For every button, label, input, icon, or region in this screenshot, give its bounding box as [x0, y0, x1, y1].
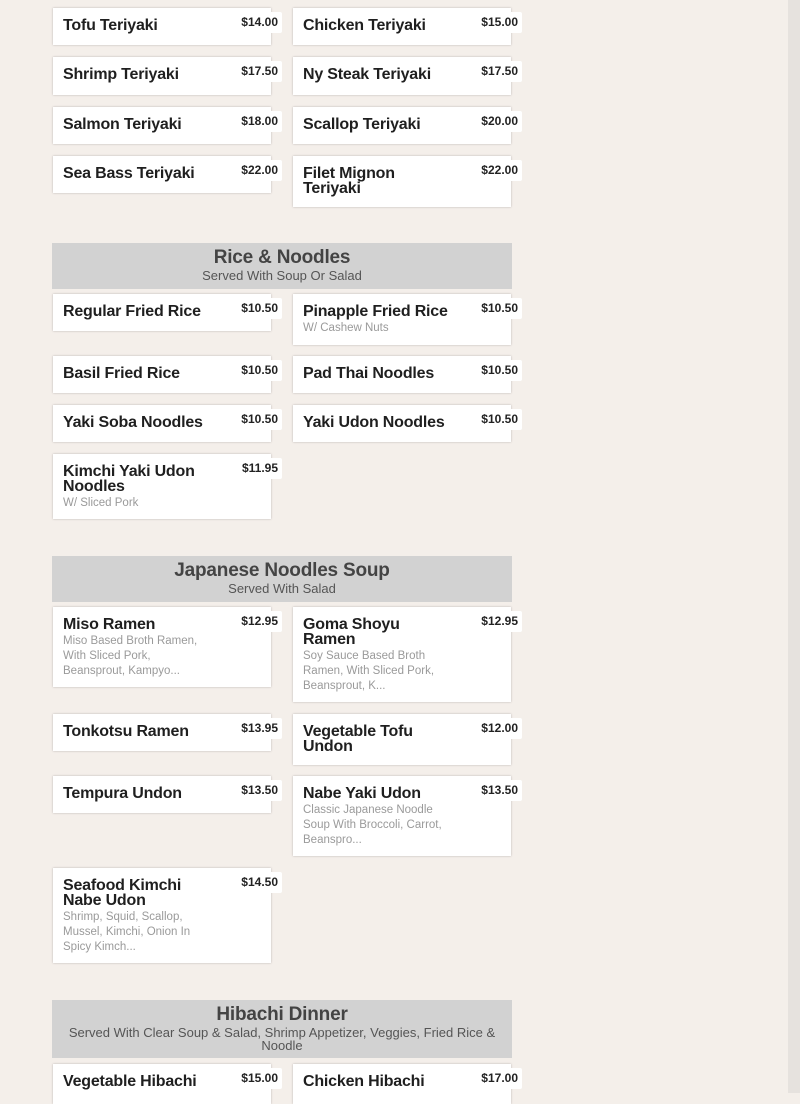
section-header-hibachi	[52, 1000, 512, 1058]
menu-item-name: Chicken Teriyaki	[303, 17, 426, 34]
menu-item-card[interactable]	[53, 8, 278, 45]
section-subtitle: Served With Salad	[228, 581, 336, 596]
menu-item-card[interactable]	[293, 607, 518, 702]
menu-item-card[interactable]	[293, 8, 518, 45]
menu-item-name: Ny Steak Teriyaki	[303, 66, 431, 83]
menu-item-price: $17.50	[237, 61, 282, 82]
menu-item-description: Soy Sauce Based Broth Ramen, With Sliced Pork, Beansprout, K...	[303, 650, 435, 692]
menu-item-name: Filet Mignon Teriyaki	[303, 165, 395, 197]
menu-item-price: $13.50	[477, 780, 522, 801]
menu-item-name: Seafood Kimchi Nabe Udon	[63, 877, 182, 909]
menu-item-name: Chicken Hibachi	[303, 1073, 425, 1090]
menu-item-price: $14.00	[237, 12, 282, 33]
menu-item-name: Basil Fried Rice	[63, 365, 180, 382]
section-title: Hibachi Dinner	[216, 1004, 348, 1025]
menu-item-card[interactable]	[53, 1064, 278, 1104]
menu-item-name: Regular Fried Rice	[63, 303, 201, 320]
menu-item-name: Pinapple Fried Rice	[303, 303, 448, 320]
menu-item-price: $20.00	[477, 111, 522, 132]
menu-item-description: W/ Sliced Pork	[63, 497, 139, 509]
menu-item-price: $17.50	[477, 61, 522, 82]
menu-item-name: Goma Shoyu Ramen	[303, 616, 400, 648]
menu-item-description: Miso Based Broth Ramen, With Sliced Pork, Beansprout, Kampyo...	[63, 635, 198, 677]
menu-item-price: $18.00	[237, 111, 282, 132]
menu-item-price: $15.00	[237, 1068, 282, 1089]
menu-item-price: $22.00	[237, 160, 282, 181]
menu-item-name: Pad Thai Noodles	[303, 365, 435, 382]
menu-item-card[interactable]	[293, 294, 518, 345]
menu-item-price: $10.50	[477, 360, 522, 381]
menu-item-name: Tonkotsu Ramen	[63, 723, 189, 740]
page-scroll-gutter	[788, 0, 800, 1093]
menu-item-price: $10.50	[237, 298, 282, 319]
section-header-noodle-soup	[52, 556, 512, 602]
menu-item-card[interactable]	[53, 868, 278, 963]
menu-item-price: $22.00	[477, 160, 522, 181]
menu-item-price: $15.00	[477, 12, 522, 33]
menu-item-price: $10.50	[237, 409, 282, 430]
menu-item-price: $11.95	[238, 458, 282, 479]
menu-item-card[interactable]	[53, 776, 278, 813]
menu-item-card[interactable]	[53, 156, 278, 193]
menu-item-price: $14.50	[237, 872, 282, 893]
menu-item-card[interactable]	[53, 294, 278, 331]
menu-item-card[interactable]	[53, 107, 278, 144]
menu-item-card[interactable]	[53, 607, 278, 687]
menu-item-name: Kimchi Yaki Udon Noodles	[63, 463, 195, 495]
menu-item-card[interactable]	[293, 156, 518, 207]
menu-item-card[interactable]	[293, 1064, 518, 1104]
menu-item-name: Vegetable Tofu Undon	[303, 723, 413, 755]
menu-item-name: Yaki Soba Noodles	[63, 414, 203, 431]
menu-item-card[interactable]	[53, 356, 278, 393]
menu-item-price: $17.00	[477, 1068, 522, 1089]
menu-item-price: $10.50	[477, 298, 522, 319]
menu-item-price: $12.00	[477, 718, 522, 739]
menu-item-card[interactable]	[293, 57, 518, 95]
menu-item-card[interactable]	[53, 57, 278, 95]
menu-item-price: $10.50	[477, 409, 522, 430]
menu-item-card[interactable]	[293, 107, 518, 144]
section-title: Rice & Noodles	[213, 247, 351, 268]
menu-item-name: Tofu Teriyaki	[63, 17, 158, 34]
menu-item-name: Miso Ramen	[63, 616, 156, 633]
section-subtitle: Served With Soup Or Salad	[202, 268, 362, 283]
menu-item-name: Yaki Udon Noodles	[303, 414, 445, 431]
menu-item-description: Shrimp, Squid, Scallop, Mussel, Kimchi, Onion In Spicy Kimch...	[63, 911, 191, 953]
menu-item-name: Nabe Yaki Udon	[303, 785, 421, 802]
menu-item-card[interactable]	[293, 776, 518, 856]
menu-item-price: $12.95	[237, 611, 282, 632]
menu-item-card[interactable]	[53, 714, 278, 751]
menu-item-name: Shrimp Teriyaki	[63, 66, 179, 83]
menu-item-card[interactable]	[293, 356, 518, 393]
menu-item-price: $10.50	[237, 360, 282, 381]
menu-item-name: Scallop Teriyaki	[303, 116, 421, 133]
menu-item-card[interactable]	[53, 454, 278, 519]
menu-item-card[interactable]	[293, 714, 518, 765]
menu-item-card[interactable]	[293, 405, 518, 442]
menu-item-name: Vegetable Hibachi	[63, 1073, 197, 1090]
menu-item-name: Sea Bass Teriyaki	[63, 165, 195, 182]
menu-item-price: $13.95	[237, 718, 282, 739]
menu-item-name: Salmon Teriyaki	[63, 116, 182, 133]
section-subtitle: Served With Clear Soup & Salad, Shrimp Appetizer, Veggies, Fried Rice & Noodle	[68, 1025, 496, 1053]
menu-item-description: Classic Japanese Noodle Soup With Broccoli, Carrot, Beanspro...	[303, 804, 442, 846]
menu-item-card[interactable]	[53, 405, 278, 442]
menu-item-name: Tempura Undon	[63, 785, 182, 802]
menu-item-price: $12.95	[477, 611, 522, 632]
section-header-rice-noodles	[52, 243, 512, 289]
section-title: Japanese Noodles Soup	[174, 560, 390, 581]
menu-item-price: $13.50	[237, 780, 282, 801]
menu-item-description: W/ Cashew Nuts	[303, 322, 389, 334]
